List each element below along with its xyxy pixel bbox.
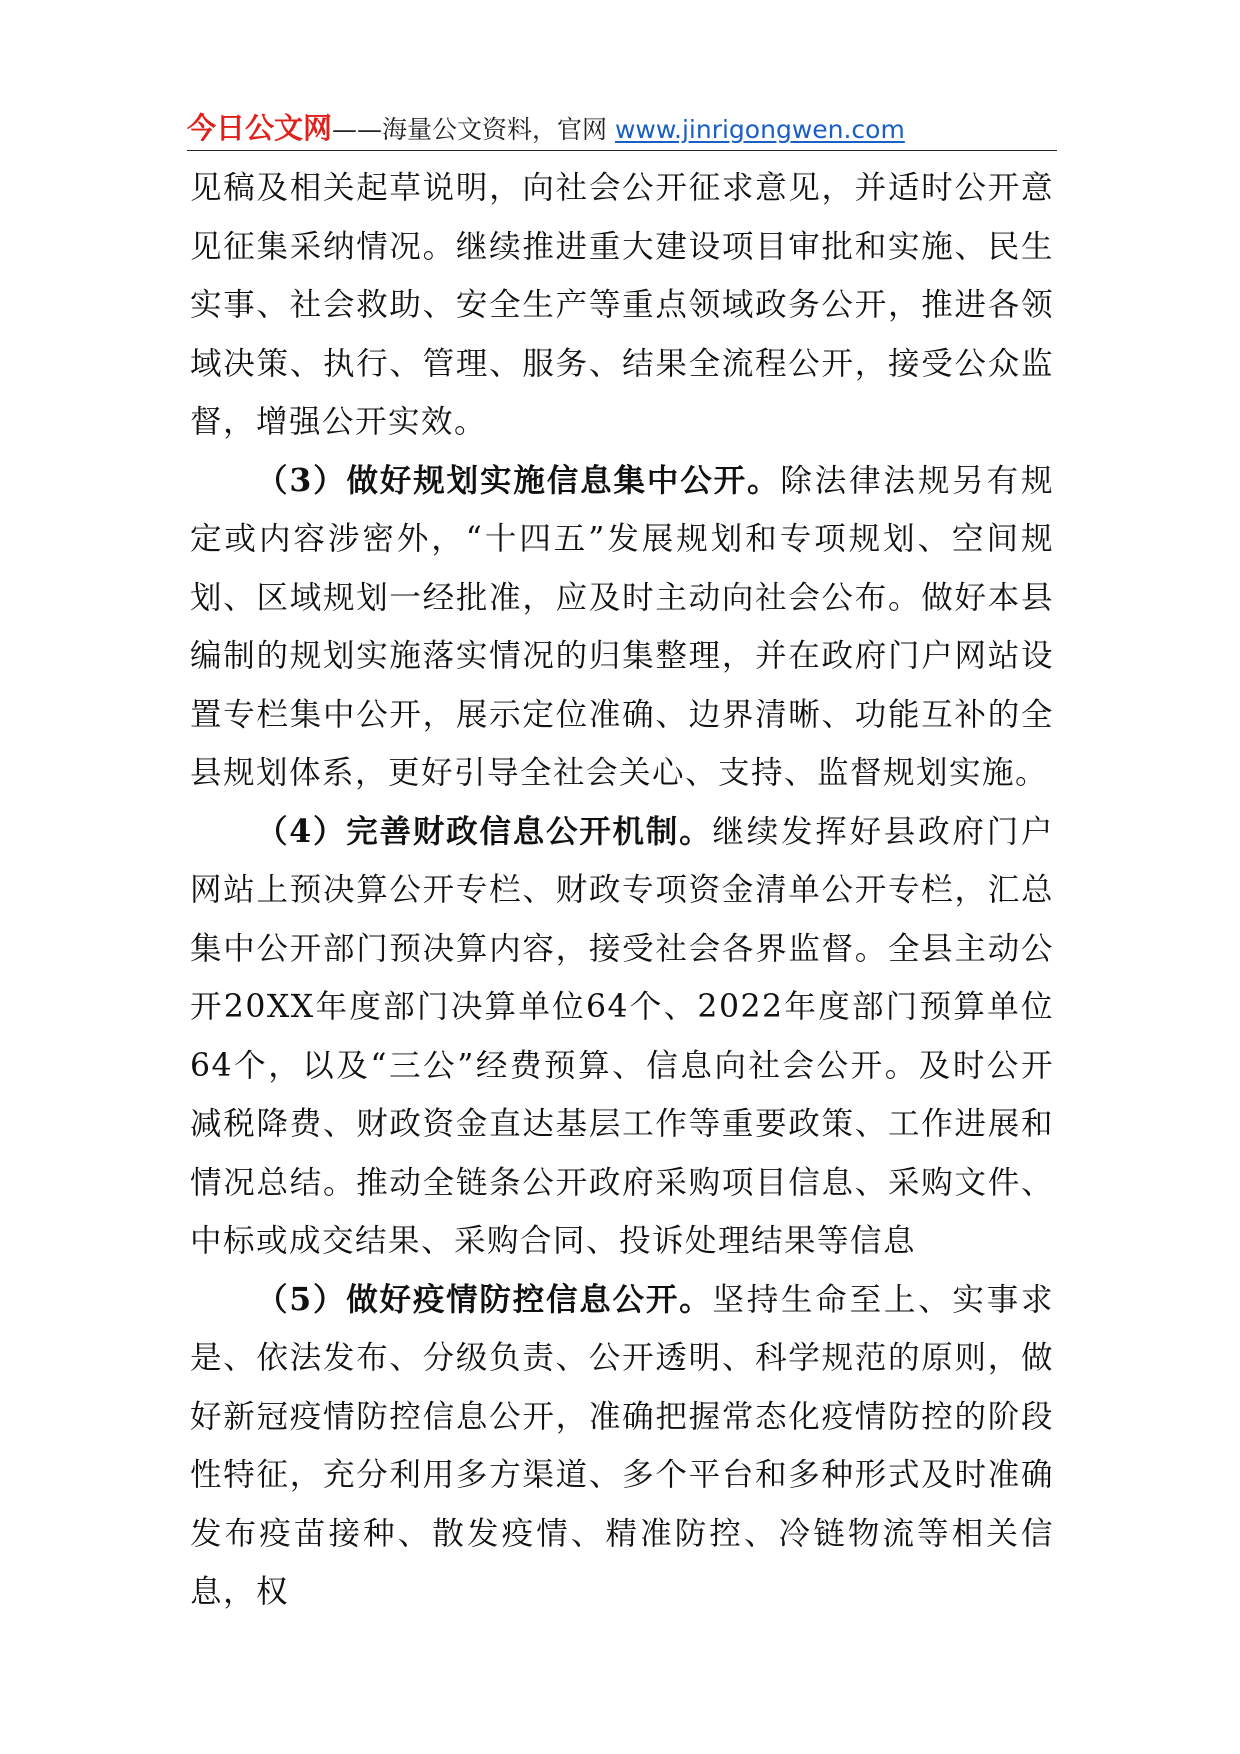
paragraph-text: 除法律法规另有规定或内容涉密外，“十四五”发展规划和专项规划、空间规划、区域规划一经批准，应及时主动向社会公布。做好本县编制的规划实施落实情况的归集整理，并在政府门户网站设置专栏集中公开，展示定位准确、边界清晰、功能互补的全县规划体系，更好引导全社会关心、支持、监督规划实施。	[190, 462, 1054, 791]
paragraph-continuation	[190, 159, 1054, 452]
header-divider	[187, 150, 1057, 151]
paragraph-text: 继续发挥好县政府门户网站上预决算公开专栏、财政专项资金清单公开专栏，汇总集中公开部门预决算内容，接受社会各界监督。全县主动公开20XX年度部门决算单位64个、2022年度部门预算单位64个，以及“三公”经费预算、信息向社会公开。及时公开减税降费、财政资金直达基层工作等重要政策、工作进展和情况总结。推动全链条公开政府采购项目信息、采购文件、中标或成交结果、采购合同、投诉处理结果等信息	[190, 813, 1054, 1259]
document-body	[190, 159, 1054, 1622]
paragraph-fiscal-disclosure	[190, 803, 1054, 1271]
header-tagline: 海量公文资料，官网	[382, 115, 608, 144]
header-dash: ——	[332, 115, 383, 144]
paragraph-heading: （4）完善财政信息公开机制。	[256, 812, 713, 850]
paragraph-planning-disclosure	[190, 452, 1054, 803]
paragraph-heading: （3）做好规划实施信息集中公开。	[256, 461, 781, 499]
paragraph-heading: （5）做好疫情防控信息公开。	[256, 1280, 713, 1318]
paragraph-text: 坚持生命至上、实事求是、依法发布、分级负责、公开透明、科学规范的原则，做好新冠疫情防控信息公开，准确把握常态化疫情防控的阶段性特征，充分利用多方渠道、多个平台和多种形式及时准确发布疫苗接种、散发疫情、精准防控、冷链物流等相关信息，权	[190, 1281, 1054, 1610]
paragraph-epidemic-disclosure	[190, 1271, 1054, 1622]
site-name: 今日公文网	[187, 111, 333, 145]
page-header	[187, 108, 1055, 154]
paragraph-text: 见稿及相关起草说明，向社会公开征求意见，并适时公开意见征集采纳情况。继续推进重大建设项目审批和实施、民生实事、社会救助、安全生产等重点领域政务公开，推进各领域决策、执行、管理、服务、结果全流程公开，接受公众监督，增强公开实效。	[190, 170, 1054, 440]
site-url-link[interactable]: www.jinrigongwen.com	[614, 115, 905, 144]
